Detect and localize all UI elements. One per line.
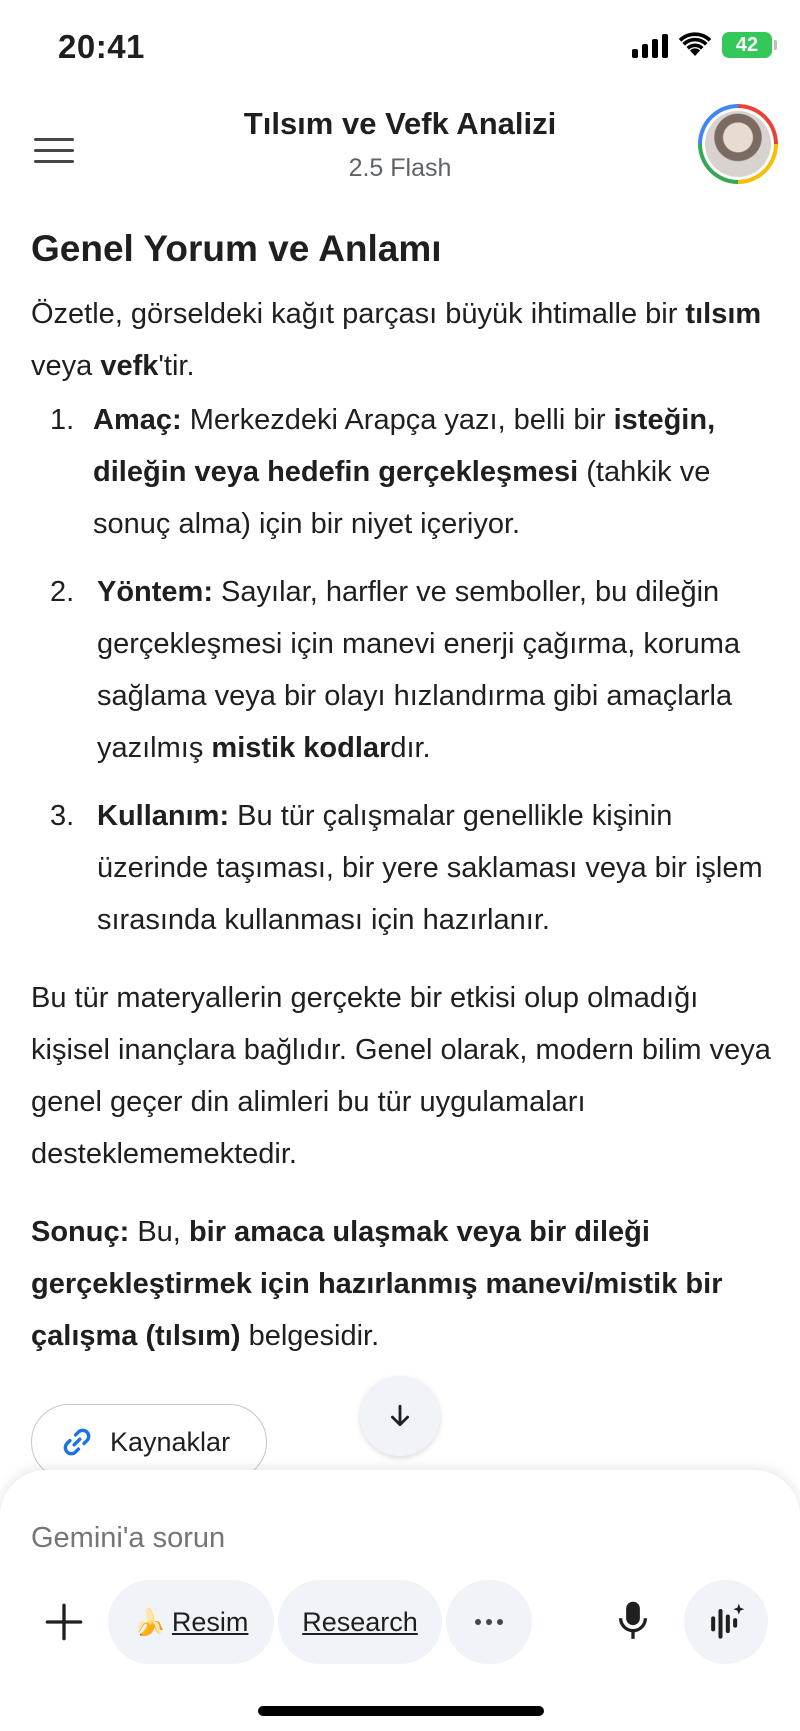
response-content bbox=[31, 228, 771, 1362]
add-button[interactable] bbox=[34, 1592, 94, 1652]
arrow-down-icon bbox=[387, 1403, 413, 1429]
section-heading: Genel Yorum ve Anlamı bbox=[31, 228, 442, 269]
intro-paragraph: Özetle, görseldeki kağıt parçası büyük ihtimalle bir tılsım veya vefk'tir. bbox=[31, 298, 762, 382]
live-button[interactable] bbox=[684, 1580, 768, 1664]
disclaimer-paragraph: Bu tür materyallerin gerçekte bir etkisi olup olmadığı kişisel inançlara bağlıdır. Genel olarak, modern bilim veya genel geçer din alimleri bu tür uygulamaları desteklememektedir. bbox=[31, 982, 771, 1170]
sources-label: Kaynaklar bbox=[110, 1426, 231, 1457]
page-title: Tılsım ve Vefk Analizi bbox=[243, 106, 557, 141]
mic-icon bbox=[616, 1599, 650, 1643]
mic-button[interactable] bbox=[608, 1586, 658, 1656]
image-tool-label: Resim bbox=[171, 1606, 249, 1637]
prompt-input[interactable] bbox=[31, 1522, 731, 1555]
composer bbox=[0, 1470, 800, 1731]
title-block[interactable] bbox=[150, 106, 650, 183]
battery-icon bbox=[722, 32, 772, 58]
conclusion-paragraph: Sonuç: Bu, bir amaca ulaşmak veya bir dileği gerçekleştirmek için hazırlanmış manevi/mistik bir çalışma (tılsım) belgesidir. bbox=[31, 1216, 723, 1352]
plus-icon bbox=[44, 1602, 84, 1642]
wifi-icon bbox=[678, 32, 712, 58]
sources-button[interactable] bbox=[31, 1404, 267, 1480]
battery-level: 42 bbox=[735, 33, 759, 56]
numbered-list bbox=[31, 394, 771, 946]
avatar-image bbox=[705, 111, 771, 177]
research-button[interactable] bbox=[278, 1580, 442, 1664]
status-icons bbox=[632, 32, 772, 58]
status-bar bbox=[0, 0, 800, 96]
home-indicator bbox=[258, 1706, 544, 1716]
research-label: Research bbox=[302, 1606, 418, 1637]
avatar[interactable] bbox=[698, 104, 778, 184]
composer-toolbar bbox=[0, 1580, 800, 1670]
banana-icon: 🍌 bbox=[133, 1606, 166, 1637]
image-tool-button[interactable] bbox=[108, 1580, 274, 1664]
list-item: 1. Amaç: Merkezdeki Arapça yazı, belli bir isteğin, dileğin veya hedefin gerçekleşmesi (tahkik ve sonuç alma) için bir niyet içeriyor. bbox=[50, 404, 716, 540]
app-header bbox=[0, 96, 800, 202]
live-audio-icon bbox=[704, 1600, 748, 1644]
list-item: 2. Yöntem: Sayılar, harfler ve semboller, bu dileğin gerçekleşmesi için manevi enerji çağırma, koruma sağlama veya bir olayı hızlandırma gibi amaçlarla yazılmış mistik kodlardır. bbox=[50, 576, 741, 764]
more-horiz-icon bbox=[475, 1619, 503, 1625]
signal-icon bbox=[632, 32, 668, 58]
status-time: 20:41 bbox=[58, 28, 145, 65]
menu-icon[interactable] bbox=[30, 126, 78, 174]
list-item: 3. Kullanım: Bu tür çalışmalar genellikle kişinin üzerinde taşıması, bir yere saklaması veya bir işlem sırasında kullanması için hazırlanır. bbox=[50, 800, 763, 936]
scroll-down-button[interactable] bbox=[360, 1376, 440, 1456]
link-icon bbox=[60, 1425, 94, 1459]
more-tools-button[interactable] bbox=[446, 1580, 532, 1664]
model-label: 2.5 Flash bbox=[348, 154, 452, 182]
